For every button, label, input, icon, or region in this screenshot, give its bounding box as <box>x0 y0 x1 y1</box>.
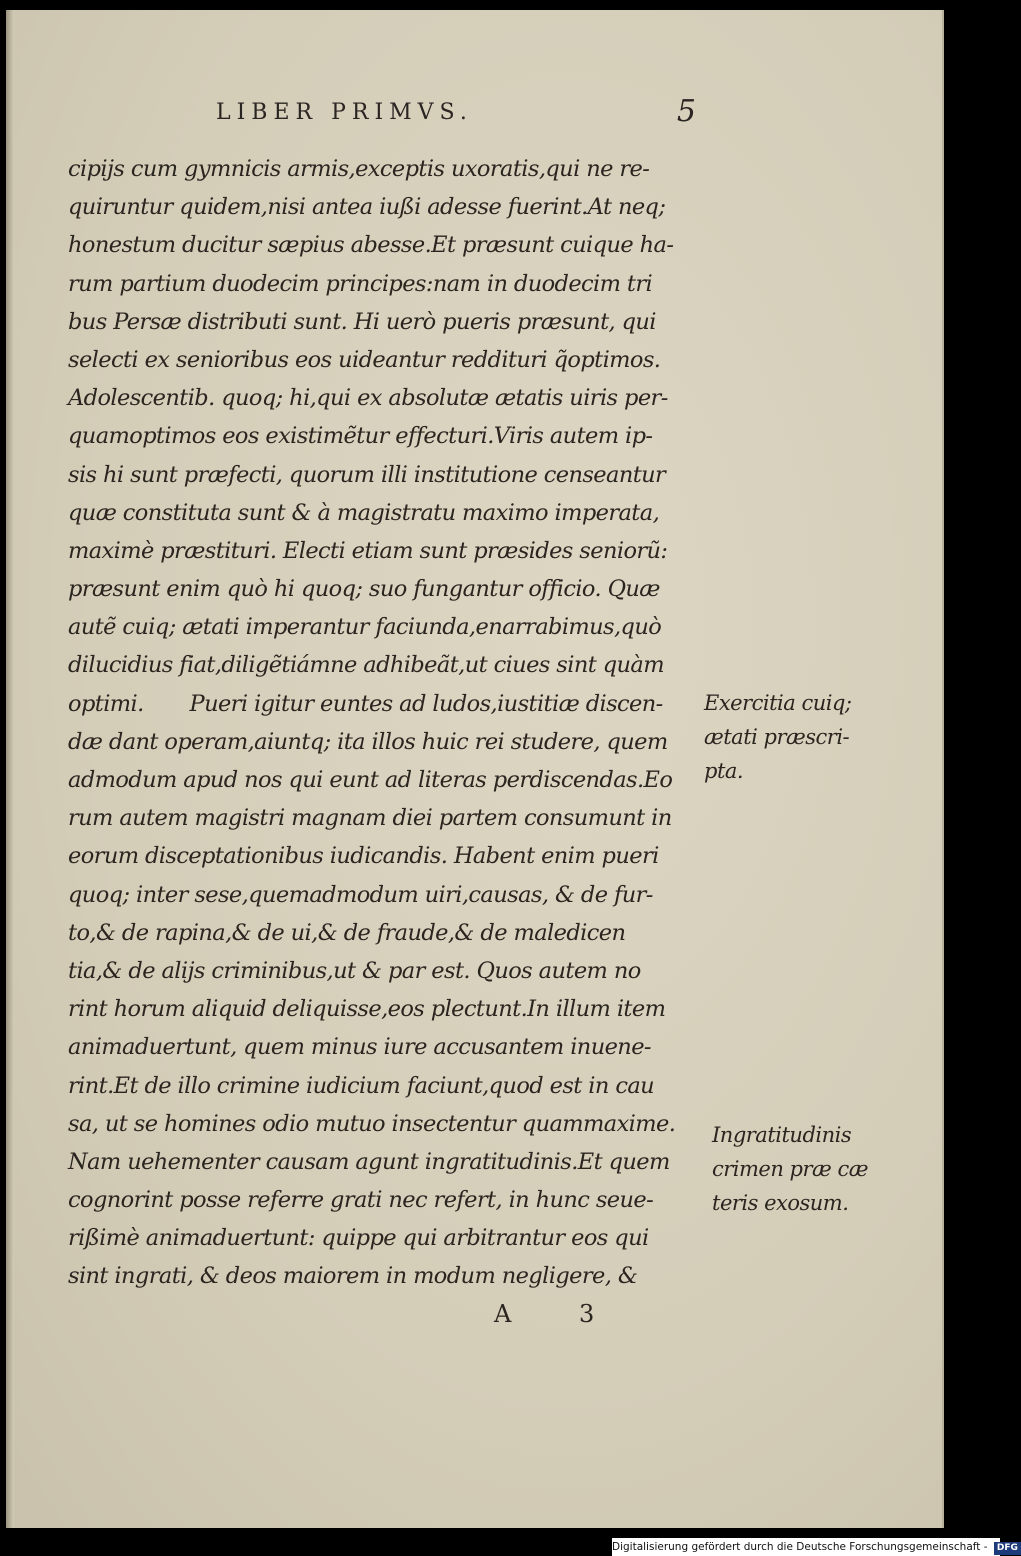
text-line: eorum disceptationibus iudicandis. Habent enim pueri <box>68 843 659 870</box>
text-line: quæ constituta sunt & à magistratu maximo imperata, <box>68 499 660 526</box>
text-line: bus Persæ distributi sunt. Hi uerò pueris præsunt, qui <box>68 308 656 335</box>
running-head-title: LIBER PRIMVS. <box>216 100 473 125</box>
marginal-note-line: Ingratitudinis <box>712 1123 852 1147</box>
page-number: 5 <box>676 94 696 129</box>
marginal-note-line: ætati præscri- <box>704 725 850 749</box>
main-text-block <box>68 150 704 1296</box>
text-line: tia,& de alijs criminibus,ut & par est. Quos autem no <box>68 957 641 984</box>
marginal-note-line: pta. <box>704 759 744 783</box>
text-line: quoq; inter sese,quemadmodum uiri,causas, & de fur- <box>68 881 653 908</box>
text-line: optimi. Pueri igitur euntes ad ludos,iustitiæ discen- <box>68 690 663 717</box>
text-line: rint.Et de illo crimine iudicium faciunt,quod est in cau <box>68 1072 655 1099</box>
text-line: sint ingrati, & deos maiorem in modum negligere, & <box>68 1263 638 1290</box>
text-line: to,& de rapina,& de ui,& de fraude,& de maledicen <box>68 919 626 946</box>
text-line: honestum ducitur sæpius abesse.Et præsunt cuique ha- <box>68 232 674 259</box>
text-line: sis hi sunt præfecti, quorum illi institutione censeantur <box>68 461 666 488</box>
text-line: rum autem magistri magnam diei partem consumunt in <box>68 805 672 832</box>
text-line: præsunt enim quò hi quoq; suo fungantur officio. Quæ <box>68 576 660 603</box>
marginal-note-line: crimen præ cæ <box>712 1157 868 1181</box>
text-line: Nam uehementer causam agunt ingratitudinis.Et quem <box>68 1148 670 1175</box>
text-line: animaduertunt, quem minus iure accusantem inuene- <box>68 1034 651 1061</box>
signature-mark: A 3 <box>494 1300 625 1328</box>
dfg-logo: DFG <box>994 1542 1021 1555</box>
digitization-credit <box>612 1538 1018 1556</box>
marginal-note <box>704 686 944 788</box>
text-line: autẽ cuiq; ætati imperantur faciunda,enarrabimus,quò <box>68 614 662 641</box>
text-line: quamoptimos eos existimẽtur effecturi.Viris autem ip- <box>68 423 653 450</box>
text-line: rint horum aliquid deliquisse,eos plectunt.In illum item <box>68 996 666 1023</box>
text-line: maximè præstituri. Electi etiam sunt præsides seniorũ: <box>68 537 668 564</box>
text-line: dilucidius fiat,diligẽtiámne adhibeãt,ut ciues sint quàm <box>68 652 664 679</box>
page-gutter-edge <box>6 10 14 1528</box>
running-head <box>216 94 696 140</box>
book-page <box>6 10 944 1528</box>
marginal-note <box>712 1118 952 1220</box>
credit-text: Digitalisierung gefördert durch die Deutsche Forschungsgemeinschaft - <box>612 1541 988 1553</box>
text-line: rum partium duodecim principes:nam in duodecim tri <box>68 270 653 297</box>
text-line: rißimè animaduertunt: quippe qui arbitrantur eos qui <box>68 1225 649 1252</box>
text-line: cipijs cum gymnicis armis,exceptis uxoratis,qui ne re- <box>68 156 650 182</box>
text-line: sa, ut se homines odio mutuo insectentur quammaxime. <box>68 1110 676 1137</box>
text-line: selecti ex senioribus eos uideantur reddituri q̃optimos. <box>68 346 661 373</box>
text-line: admodum apud nos qui eunt ad literas perdiscendas.Eo <box>68 767 673 793</box>
marginal-note-line: Exercitia cuiq; <box>704 691 852 715</box>
text-line: Adolescentib. quoq; hi,qui ex absolutæ ætatis uiris per- <box>68 385 668 412</box>
text-line: cognorint posse referre grati nec refert, in hunc seue- <box>68 1187 654 1214</box>
text-line: quiruntur quidem,nisi antea iußi adesse fuerint.At neq; <box>68 194 666 221</box>
marginal-note-line: teris exosum. <box>712 1191 849 1215</box>
text-line: dæ dant operam,aiuntq; ita illos huic rei studere, quem <box>68 728 668 755</box>
